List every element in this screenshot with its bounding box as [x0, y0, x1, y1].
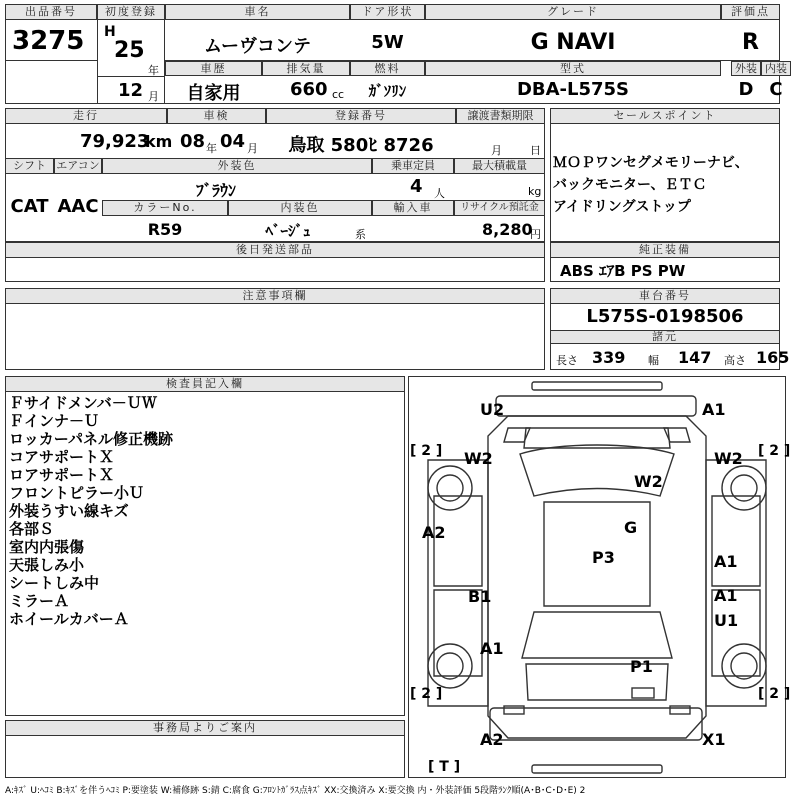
inspector-notes	[9, 394, 173, 628]
width-label: 幅	[648, 354, 659, 367]
capacity-value: 4	[410, 176, 423, 197]
sales-line-1: ＭＯＰワンセグメモリーナビ、	[553, 155, 749, 171]
first-reg-label: 初度登録	[97, 4, 165, 20]
color-value: ﾌﾞﾗｳﾝ	[195, 181, 236, 200]
damage-mark: A2	[480, 730, 504, 749]
insp-month-unit: 月	[247, 142, 258, 155]
color-no-value: R59	[147, 220, 183, 239]
displacement-label: 排気量	[262, 61, 350, 76]
history-label: 車歴	[165, 61, 262, 76]
fuel-label: 燃料	[350, 61, 425, 76]
transfer-day-unit: 日	[530, 144, 541, 157]
ac-label: エアコン	[54, 158, 102, 174]
inspector-line: 外装うすい線キズ	[9, 502, 129, 520]
transfer-month-unit: 月	[491, 144, 502, 157]
sales-label: セールスポイント	[550, 108, 780, 124]
equipment-label: 純正装備	[550, 242, 780, 258]
interior-color-label: 内装色	[228, 200, 372, 216]
chassis-label: 車台番号	[550, 288, 780, 304]
inspector-line: ロッカーパネル修正機跡	[9, 430, 173, 448]
damage-mark: G	[624, 518, 638, 537]
damage-mark: [ 2 ]	[410, 686, 443, 702]
inspection-label: 車検	[167, 108, 266, 124]
first-reg-year: 25	[114, 38, 145, 63]
inspector-line: ロアサポートＸ	[9, 466, 115, 484]
first-reg-month: 12	[118, 80, 144, 101]
lot-label: 出品番号	[5, 4, 97, 20]
damage-mark: X1	[702, 730, 726, 749]
damage-mark: A1	[480, 639, 504, 658]
dims-label: 諸元	[550, 330, 780, 344]
displacement-unit: cc	[332, 88, 345, 101]
score-label: 評価点	[721, 4, 780, 20]
recycle-value: 8,280	[482, 220, 533, 239]
shift-label: シフト	[5, 158, 54, 174]
damage-mark: A1	[714, 552, 738, 571]
recycle-unit: 円	[530, 228, 541, 241]
displacement-value: 660	[290, 79, 328, 100]
car-outline	[428, 382, 766, 773]
legend: A:ｷｽﾞ U:ﾍｺﾐ B:ｷｽﾞを伴うﾍｺﾐ P:要塗装 W:補修跡 S:錆 C:腐食 G:ﾌﾛﾝﾄｶﾞﾗｽ点ｷｽﾞ XX:交換済み X:要交換 内・外装評価 5段階ﾗﾝｸ順(A･B･C･D･E) 2	[5, 786, 586, 796]
damage-mark: A2	[422, 523, 446, 542]
damage-mark: [ 2 ]	[758, 443, 791, 459]
doors-value: 5W	[371, 32, 404, 53]
insp-year: 08	[180, 131, 206, 152]
reg-number: 鳥取 580ﾋ 8726	[288, 135, 434, 156]
import-label: 輸入車	[372, 200, 454, 216]
score-value: R	[742, 30, 759, 55]
type-label: 型式	[425, 61, 721, 76]
ext-grade-label: 外装	[731, 61, 761, 76]
later-parts-label: 後日発送部品	[5, 242, 545, 258]
car-damage-diagram	[408, 376, 791, 778]
inspector-line: ホイールカバーＡ	[9, 610, 129, 628]
reg-label: 登録番号	[266, 108, 456, 124]
later-parts-box	[5, 242, 545, 282]
load-label: 最大積載量	[454, 158, 545, 174]
damage-mark: A1	[714, 586, 738, 605]
damage-mark: [ 2 ]	[758, 686, 791, 702]
inspector-label: 検査員記入欄	[5, 376, 405, 392]
grade-label: グレード	[425, 4, 721, 20]
shift-value: CAT	[10, 196, 49, 217]
mileage-value: 79,923	[80, 131, 150, 152]
color-label: 外装色	[102, 158, 372, 174]
inspector-line: ミラーＡ	[9, 592, 70, 610]
sales-line-3: アイドリングストップ	[553, 199, 691, 215]
first-reg-month-unit: 月	[148, 90, 159, 103]
inspector-line: シートしみ中	[9, 574, 100, 592]
damage-mark: W2	[464, 449, 493, 468]
damage-mark: W2	[714, 449, 743, 468]
inspector-line: 各部Ｓ	[9, 520, 55, 538]
int-grade-label: 内装	[761, 61, 791, 76]
inspector-line: 天張しみ小	[9, 556, 85, 574]
height-value: 165	[756, 348, 790, 367]
damage-mark: U1	[714, 611, 739, 630]
mileage-unit: km	[145, 132, 173, 151]
model-label: 車名	[165, 4, 350, 20]
color-no-label: カラーNo.	[102, 200, 228, 216]
transfer-label: 譲渡書類期限	[456, 108, 545, 124]
inspector-line: フロントピラー小Ｕ	[9, 484, 145, 502]
grade-value: G NAVI	[530, 30, 616, 55]
inspector-line: Ｆサイドメンバ－ＵＷ	[9, 394, 157, 412]
capacity-unit: 人	[434, 187, 445, 200]
damage-mark: W2	[634, 472, 663, 491]
equipment-items: ABS ｴｱB PS PW	[560, 262, 686, 280]
damage-mark: U2	[480, 400, 505, 419]
interior-color-value: ﾍﾞｰｼﾞｭ	[265, 222, 311, 240]
history-value: 自家用	[186, 83, 241, 104]
sales-line-2: バックモニター、ＥＴＣ	[553, 177, 707, 193]
fuel-value: ｶﾞｿﾘﾝ	[368, 82, 407, 100]
damage-mark: [ T ]	[428, 759, 461, 775]
model-name: ムーヴコンテ	[203, 36, 312, 57]
doors-label: ドア形状	[350, 4, 425, 20]
damage-mark: [ 2 ]	[410, 443, 443, 459]
mileage-label: 走行	[5, 108, 167, 124]
first-reg-year-unit: 年	[148, 64, 159, 77]
inspector-line: コアサポートＸ	[9, 448, 115, 466]
first-reg-divider	[97, 76, 165, 77]
type-value: DBA-L575S	[516, 79, 630, 100]
length-label: 長さ	[556, 354, 578, 367]
damage-mark: P1	[630, 657, 653, 676]
recycle-label: リサイクル預託金	[454, 200, 545, 216]
damage-mark: B1	[468, 587, 492, 606]
int-grade-value: C	[769, 79, 783, 100]
first-reg-era: H	[104, 24, 116, 40]
height-label: 高さ	[724, 354, 746, 367]
width-value: 147	[678, 348, 712, 367]
load-unit: kg	[528, 185, 542, 198]
lot-divider	[5, 60, 97, 61]
damage-mark: P3	[592, 548, 615, 567]
lot-number: 3275	[12, 26, 85, 56]
insp-month: 04	[220, 131, 246, 152]
ac-value: AAC	[57, 196, 99, 217]
inspector-line: Ｆインナ－Ｕ	[9, 412, 100, 430]
insp-year-unit: 年	[206, 142, 217, 155]
ext-grade-value: D	[738, 79, 754, 100]
interior-color-suffix: 系	[355, 228, 366, 241]
capacity-label: 乗車定員	[372, 158, 454, 174]
damage-mark: A1	[702, 400, 726, 419]
inspector-line: 室内内張傷	[9, 538, 85, 556]
chassis-number: L575S-0198506	[586, 306, 744, 327]
office-label: 事務局よりご案内	[5, 720, 405, 736]
caution-label: 注意事項欄	[5, 288, 545, 304]
wheels	[428, 466, 766, 688]
length-value: 339	[592, 348, 626, 367]
damage-marks	[410, 400, 790, 775]
